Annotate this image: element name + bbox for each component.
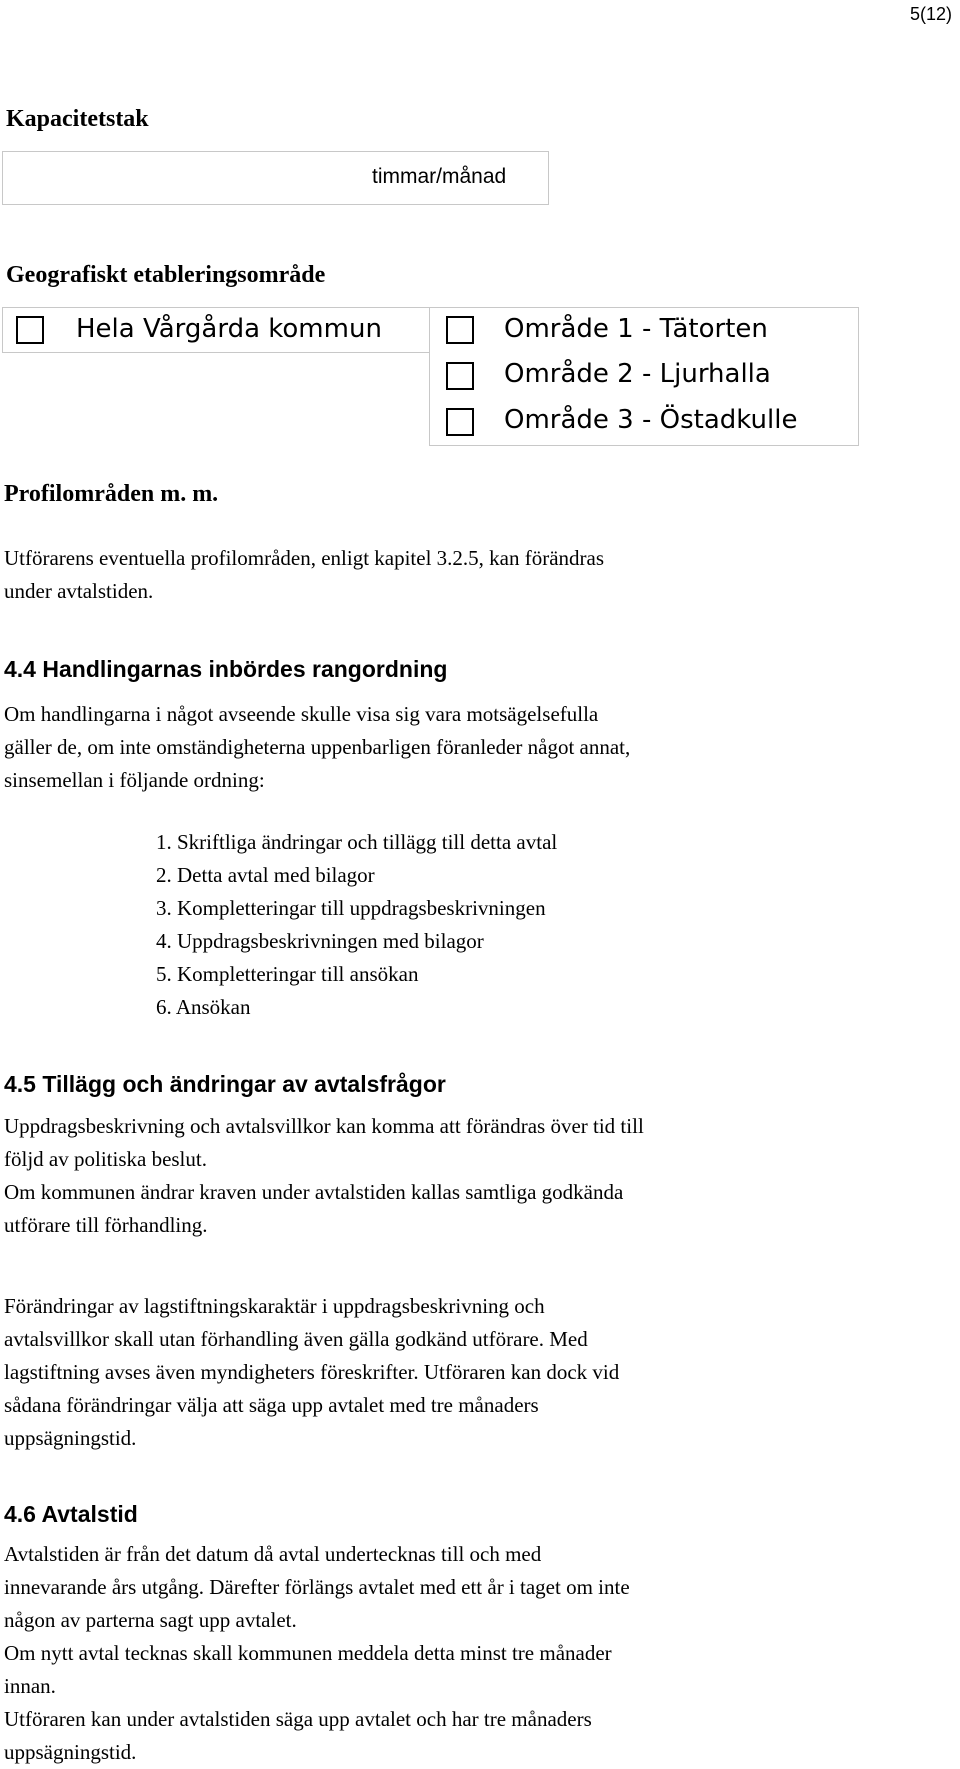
- option-label-omrade-3: Område 3 - Östadkulle: [504, 405, 798, 435]
- checkbox-omrade-3[interactable]: [446, 408, 474, 436]
- paragraph-line: Om handlingarna i något avseende skulle visa sig vara motsägelsefulla: [4, 702, 599, 726]
- paragraph-line: avtalsvillkor skall utan förhandling även gälla godkänd utförare. Med: [4, 1327, 588, 1351]
- section-4-6-text: [4, 1538, 630, 1769]
- paragraph-line: Om nytt avtal tecknas skall kommunen meddela detta minst tre månader: [4, 1641, 612, 1665]
- paragraph-line: gäller de, om inte omständigheterna uppenbarligen föranleder något annat,: [4, 735, 631, 759]
- section-4-5-text-b: [4, 1290, 619, 1455]
- list-item: 2. Detta avtal med bilagor: [156, 863, 375, 887]
- list-item: 4. Uppdragsbeskrivningen med bilagor: [156, 929, 484, 953]
- paragraph-line: följd av politiska beslut.: [4, 1147, 207, 1171]
- checkbox-hela-kommun[interactable]: [16, 316, 44, 344]
- checkbox-omrade-2[interactable]: [446, 362, 474, 390]
- list-item: 5. Kompletteringar till ansökan: [156, 962, 419, 986]
- paragraph-line: Förändringar av lagstiftningskaraktär i uppdragsbeskrivning och: [4, 1294, 545, 1318]
- capacity-field[interactable]: [2, 151, 549, 205]
- section-4-4-heading: 4.4 Handlingarnas inbördes rangordning: [4, 656, 448, 682]
- paragraph-line: lagstiftning avses även myndigheters föreskrifter. Utföraren kan dock vid: [4, 1360, 620, 1384]
- profile-text-line: Utförarens eventuella profilområden, enligt kapitel 3.2.5, kan förändras: [4, 546, 605, 570]
- paragraph-line: sinsemellan i följande ordning:: [4, 768, 265, 792]
- list-item: 6. Ansökan: [156, 995, 251, 1019]
- capacity-heading: Kapacitetstak: [6, 106, 149, 132]
- paragraph-line: uppsägningstid.: [4, 1426, 137, 1450]
- geo-heading: Geografiskt etableringsområde: [6, 262, 326, 288]
- profile-text: [4, 542, 604, 608]
- option-label-omrade-1: Område 1 - Tätorten: [504, 314, 768, 344]
- paragraph-line: Uppdragsbeskrivning och avtalsvillkor kan komma att förändras över tid till: [4, 1114, 644, 1138]
- profile-text-line: under avtalstiden.: [4, 579, 154, 603]
- list-item: 3. Kompletteringar till uppdragsbeskrivningen: [156, 896, 546, 920]
- section-4-6-heading: 4.6 Avtalstid: [4, 1501, 138, 1527]
- paragraph-line: sådana förändringar välja att säga upp avtalet med tre månaders: [4, 1393, 539, 1417]
- checkbox-omrade-1[interactable]: [446, 316, 474, 344]
- paragraph-line: uppsägningstid.: [4, 1740, 137, 1764]
- page-number: 5(12): [909, 4, 952, 24]
- priority-list: [156, 826, 557, 1024]
- paragraph-line: innevarande års utgång. Därefter förlängs avtalet med ett år i taget om inte: [4, 1575, 630, 1599]
- option-label-hela-kommun: Hela Vårgårda kommun: [76, 314, 382, 344]
- capacity-unit: timmar/månad: [372, 165, 507, 188]
- paragraph-line: Om kommunen ändrar kraven under avtalstiden kallas samtliga godkända: [4, 1180, 624, 1204]
- section-4-5-heading: 4.5 Tillägg och ändringar av avtalsfrågor: [4, 1071, 446, 1097]
- option-label-omrade-2: Område 2 - Ljurhalla: [504, 359, 771, 389]
- list-item: 1. Skriftliga ändringar och tillägg till detta avtal: [156, 830, 558, 854]
- paragraph-line: Avtalstiden är från det datum då avtal undertecknas till och med: [4, 1542, 542, 1566]
- profile-heading: Profilområden m. m.: [4, 481, 219, 507]
- paragraph-line: någon av parterna sagt upp avtalet.: [4, 1608, 297, 1632]
- paragraph-line: innan.: [4, 1674, 56, 1698]
- paragraph-line: utförare till förhandling.: [4, 1213, 208, 1237]
- paragraph-line: Utföraren kan under avtalstiden säga upp avtalet och har tre månaders: [4, 1707, 592, 1731]
- section-4-4-text: [4, 698, 630, 797]
- section-4-5-text-a: [4, 1110, 644, 1242]
